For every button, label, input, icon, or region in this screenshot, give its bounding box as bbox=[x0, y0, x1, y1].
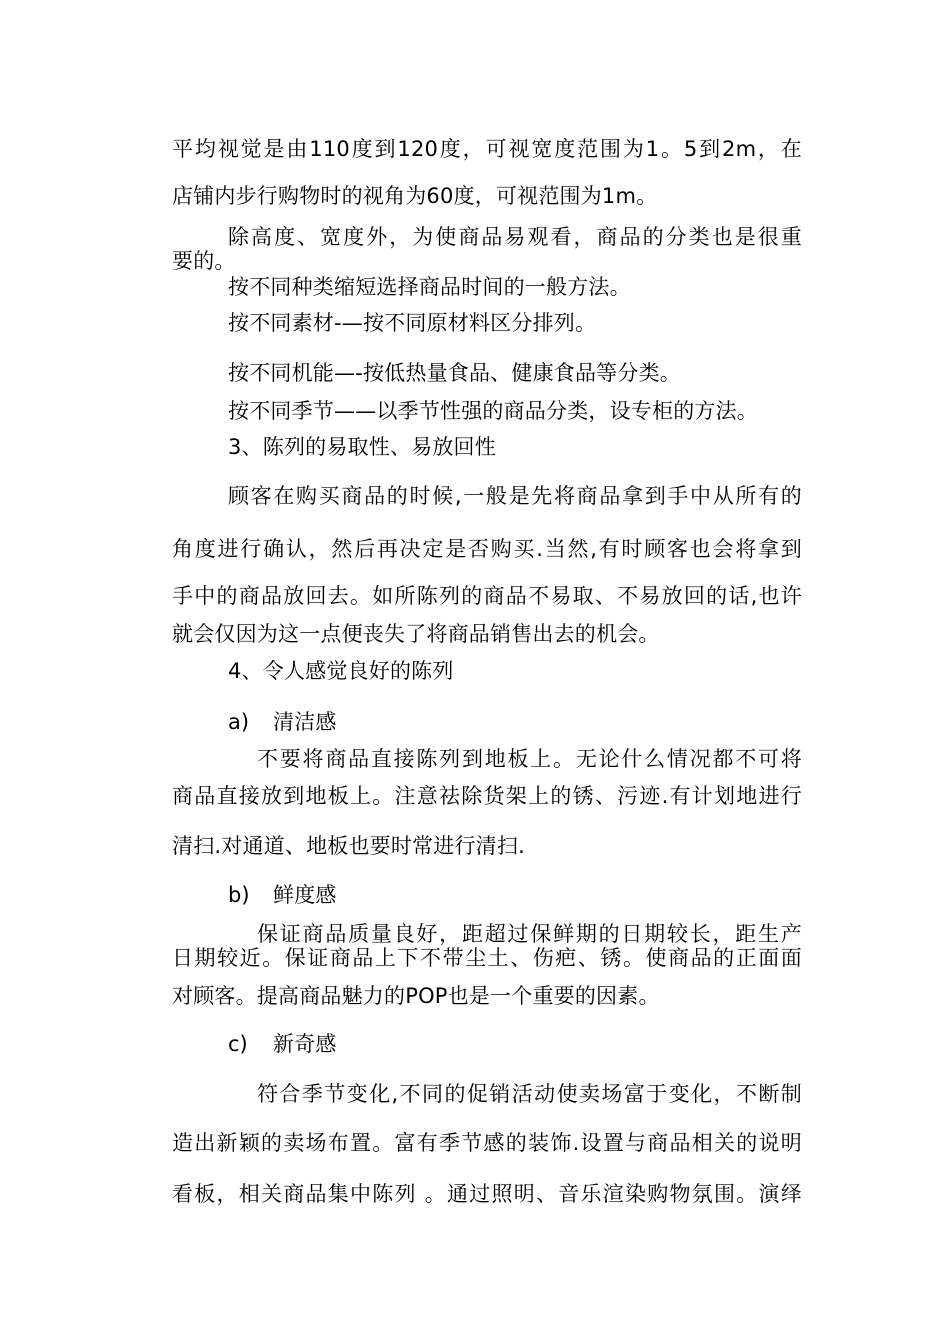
paragraph-line: 商品直接放到地板上。注意祛除货架上的锈、污迹.有计划地进行 bbox=[172, 784, 802, 808]
subhead-marker: c) bbox=[228, 1032, 248, 1056]
section-heading: 3、陈列的易取性、易放回性 bbox=[228, 435, 496, 459]
subhead-marker: a) bbox=[228, 710, 250, 734]
paragraph-line: 保证商品质量良好，距超过保鲜期的日期较长，距生产 bbox=[257, 922, 802, 946]
paragraph-line: 手中的商品放回去。如所陈列的商品不易取、不易放回的话,也许 bbox=[172, 584, 802, 608]
list-line: 按不同种类缩短选择商品时间的一般方法。 bbox=[228, 275, 631, 299]
section-heading: 4、令人感觉良好的陈列 bbox=[228, 659, 454, 683]
list-line: 按不同素材-—按不同原材料区分排列。 bbox=[228, 311, 597, 335]
paragraph-line: 看板，相关商品集中陈列 。通过照明、音乐渲染购物氛围。演绎 bbox=[172, 1182, 802, 1206]
list-line: 按不同机能—-按低热量食品、健康食品等分类。 bbox=[228, 361, 681, 385]
paragraph-line: 店铺内步行购物时的视角为60度，可视范围为1m。 bbox=[172, 184, 658, 208]
subhead-label: 鲜度感 bbox=[273, 883, 337, 907]
subhead-marker: b) bbox=[228, 883, 250, 907]
paragraph-line: 就会仅因为这一点便丧失了将商品销售出去的机会。 bbox=[172, 622, 660, 646]
paragraph-line: 日期较近。保证商品上下不带尘土、伤疤、锈。使商品的正面面 bbox=[172, 946, 802, 970]
paragraph-line: 平均视觉是由110度到120度，可视宽度范围为1。5到2m，在 bbox=[172, 137, 802, 161]
paragraph-line: 清扫.对通道、地板也要时常进行清扫. bbox=[172, 834, 525, 858]
subhead-label: 清洁感 bbox=[273, 710, 337, 734]
paragraph-line: 要的。 bbox=[172, 249, 236, 273]
paragraph-line: 角度进行确认，然后再决定是否购买.当然,有时顾客也会将拿到 bbox=[172, 537, 802, 561]
paragraph-line: 除高度、宽度外，为使商品易观看，商品的分类也是很重 bbox=[228, 225, 802, 249]
paragraph-line: 不要将商品直接陈列到地板上。无论什么情况都不可将 bbox=[257, 747, 802, 771]
subhead-label: 新奇感 bbox=[273, 1032, 337, 1056]
paragraph-line: 造出新颖的卖场布置。富有季节感的装饰.设置与商品相关的说明 bbox=[172, 1131, 802, 1155]
paragraph-line: 符合季节变化,不同的促销活动使卖场富于变化，不断制 bbox=[257, 1082, 802, 1106]
paragraph-line: 对顾客。提高商品魅力的POP也是一个重要的因素。 bbox=[172, 984, 660, 1008]
paragraph-line: 顾客在购买商品的时候,一般是先将商品拿到手中从所有的 bbox=[228, 484, 802, 508]
list-line: 按不同季节——以季节性强的商品分类，设专柜的方法。 bbox=[228, 399, 758, 423]
